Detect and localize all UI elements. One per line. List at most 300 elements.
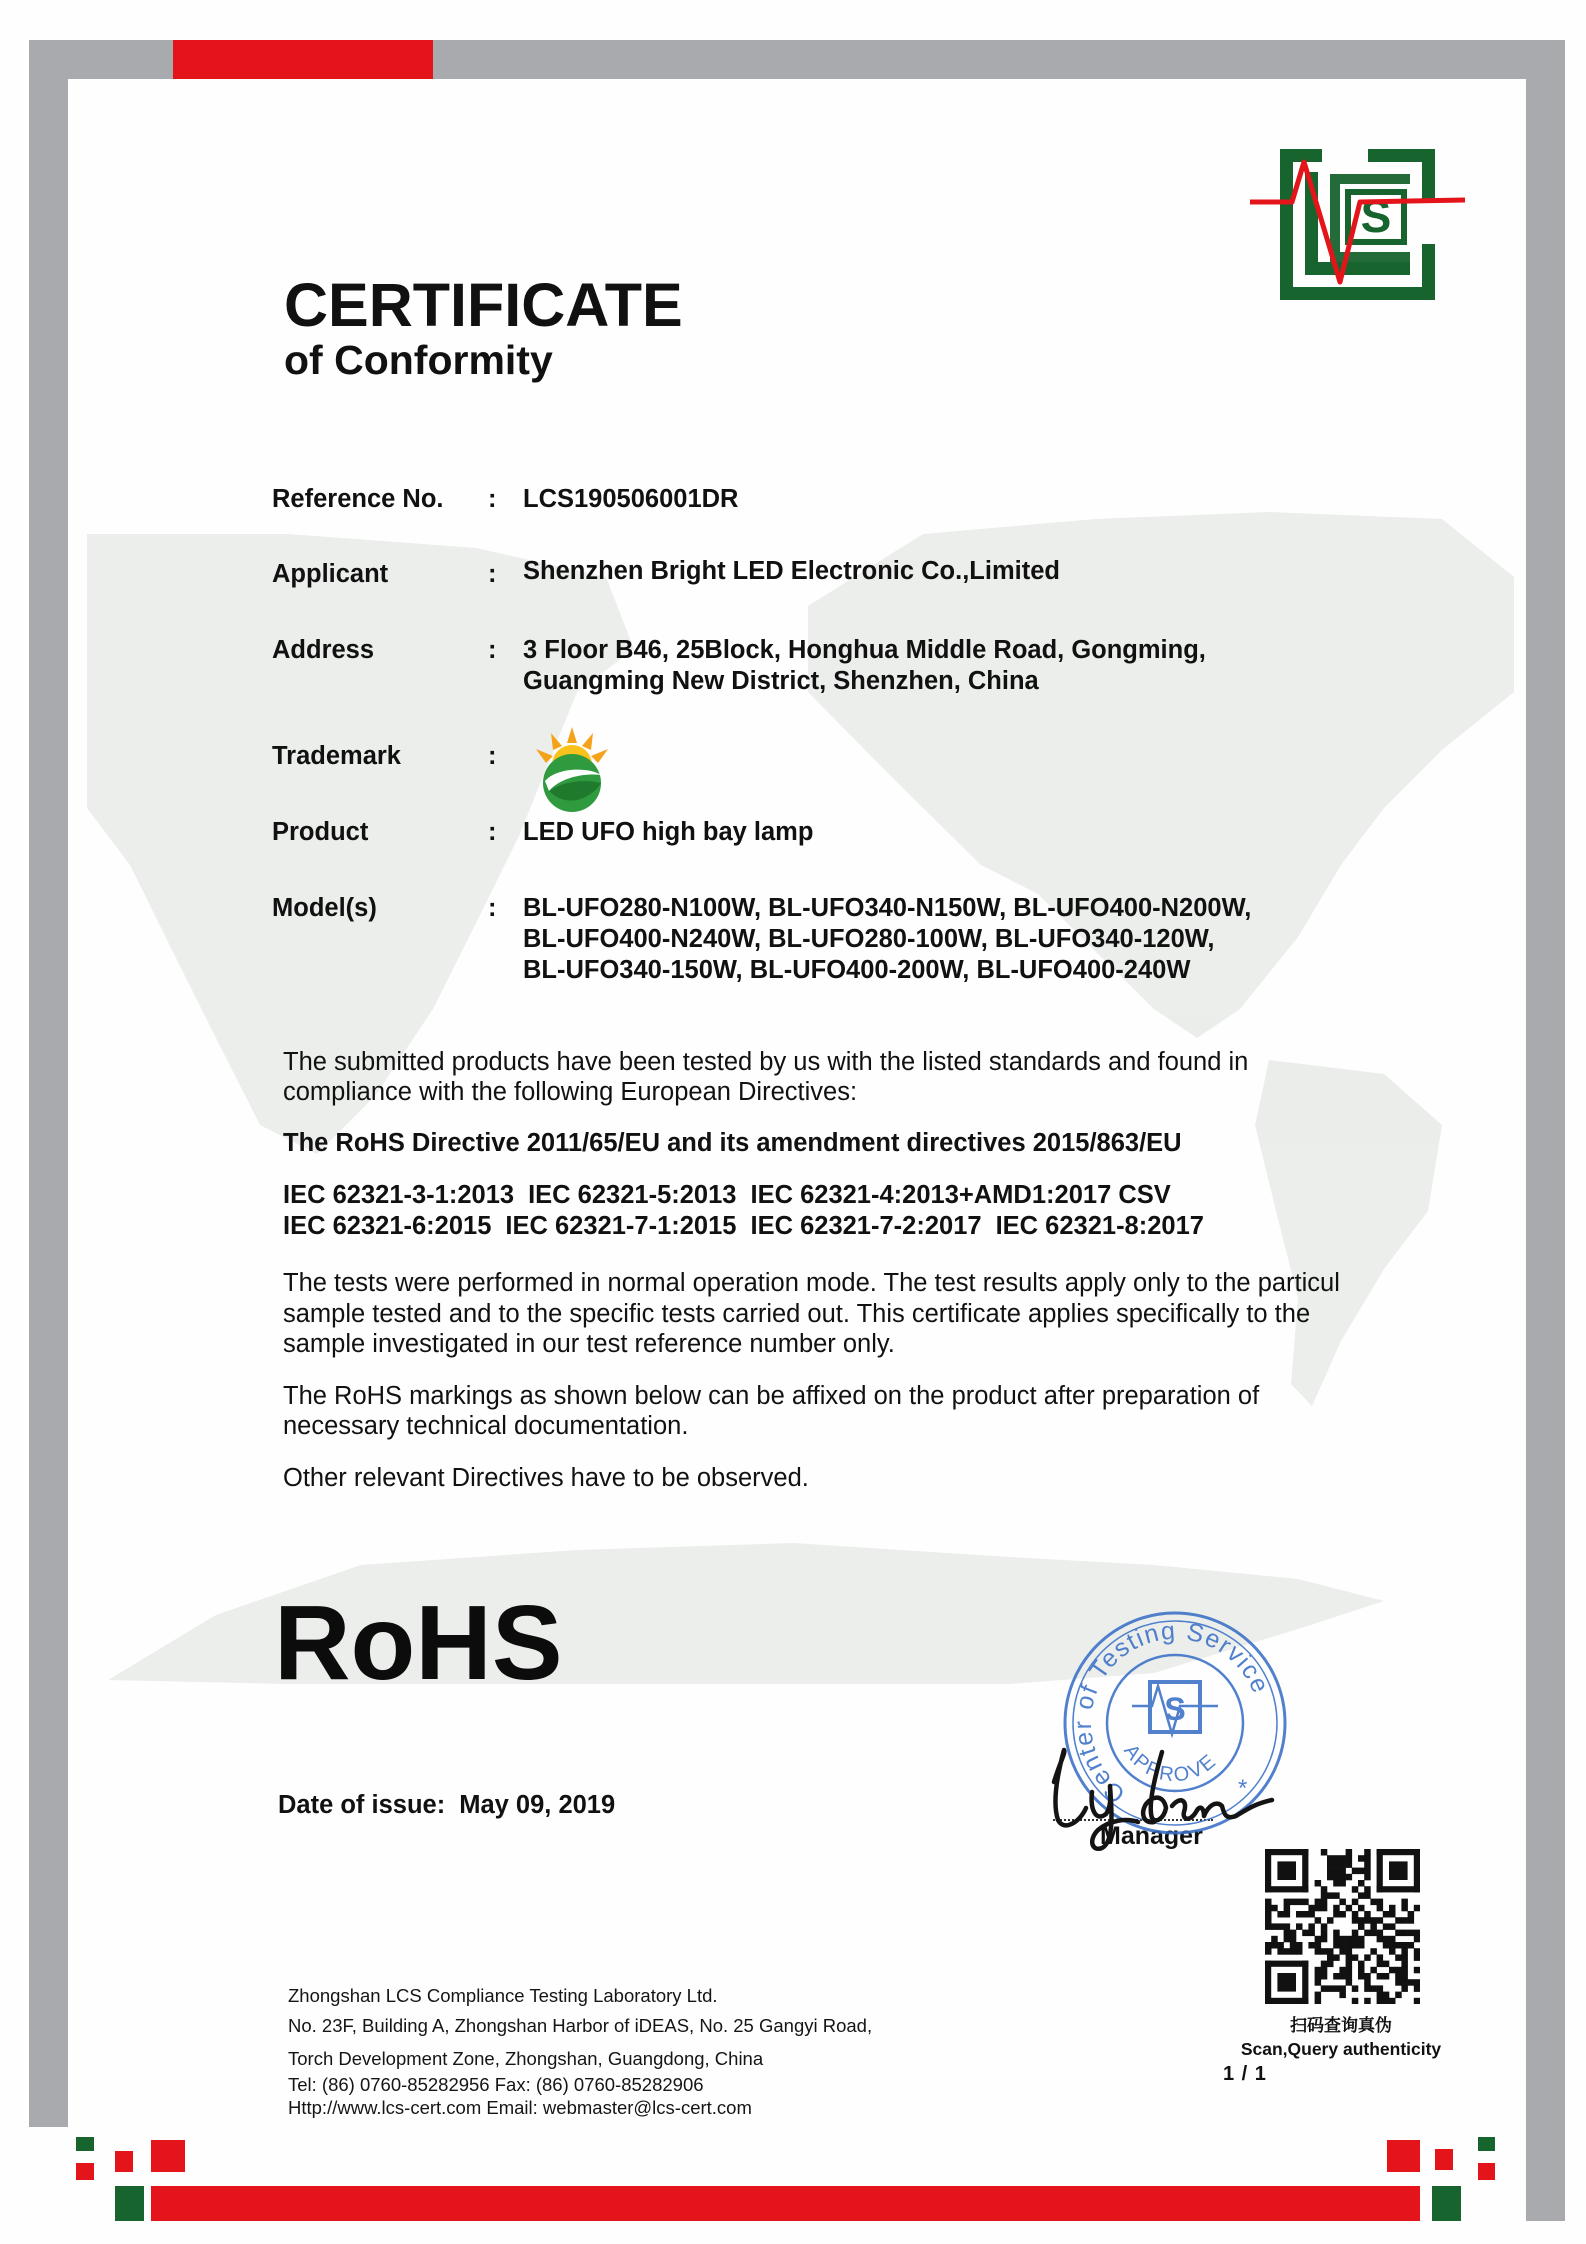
qr-module xyxy=(1370,1967,1377,1974)
address-colon: : xyxy=(488,636,497,664)
qr-module xyxy=(1302,1961,1308,2004)
markings-line: necessary technical documentation. xyxy=(283,1412,689,1440)
qr-module xyxy=(1315,1917,1322,1924)
bottom-red-accent-bar xyxy=(151,2186,1420,2221)
qr-module xyxy=(1358,1942,1365,1949)
standards-line xyxy=(283,1180,1218,1211)
qr-module xyxy=(1401,1967,1408,1974)
qr-module xyxy=(1346,1905,1353,1912)
trademark-logo xyxy=(531,725,613,814)
qr-module xyxy=(1370,1899,1377,1906)
page-number: 1 / 1 xyxy=(1223,2063,1267,2085)
reference-label: Reference No. xyxy=(272,485,444,513)
corner-square-red xyxy=(1387,2140,1420,2172)
qr-module xyxy=(1315,1979,1322,1986)
product-value: LED UFO high bay lamp xyxy=(523,818,814,846)
qr-module xyxy=(1364,1930,1371,1937)
qr-module xyxy=(1358,1892,1365,1899)
qr-module xyxy=(1333,1936,1340,1943)
qr-module xyxy=(1333,1973,1340,1980)
qr-module xyxy=(1333,1880,1340,1887)
models-colon: : xyxy=(488,894,497,922)
qr-module xyxy=(1370,1930,1377,1937)
qr-module xyxy=(1395,1942,1402,1949)
qr-module xyxy=(1339,1948,1346,1955)
reference-value: LCS190506001DR xyxy=(523,485,739,513)
models-line: BL-UFO400-N240W, BL-UFO280-100W, BL-UFO340-120W, xyxy=(523,925,1215,953)
qr-module xyxy=(1401,1973,1408,1980)
qr-caption-chinese: 扫码查询真伪 xyxy=(1290,2016,1392,2035)
qr-module xyxy=(1284,1899,1291,1906)
qr-module xyxy=(1339,1942,1346,1949)
qr-module xyxy=(1315,1948,1322,1955)
tests-line: sample investigated in our test reference number only. xyxy=(283,1330,895,1358)
qr-module xyxy=(1389,1948,1396,1955)
qr-module xyxy=(1383,1923,1390,1930)
qr-module xyxy=(1389,1998,1396,2004)
qr-module xyxy=(1277,1942,1284,1949)
address-label: Address xyxy=(272,636,375,664)
qr-module xyxy=(1414,1985,1420,1992)
lcs-logo xyxy=(1250,140,1465,310)
qr-module xyxy=(1315,1880,1322,1887)
qr-module xyxy=(1308,1942,1315,1949)
qr-module xyxy=(1401,1917,1408,1924)
qr-module xyxy=(1346,1874,1353,1881)
qr-module xyxy=(1308,1923,1315,1930)
qr-module xyxy=(1339,1855,1346,1862)
qr-module xyxy=(1364,1861,1371,1868)
qr-module xyxy=(1265,1942,1272,1949)
qr-module xyxy=(1377,1849,1420,1855)
stamp-outer-text: Center of Testing Service xyxy=(1068,1616,1275,1809)
qr-module xyxy=(1364,1855,1371,1862)
qr-module xyxy=(1265,1899,1272,1906)
qr-module xyxy=(1352,1886,1359,1893)
footer-line: Http://www.lcs-cert.com Email: webmaster@lcs-cert.com xyxy=(288,2097,752,2118)
qr-module xyxy=(1358,1917,1365,1924)
footer-line: Tel: (86) 0760-85282956 Fax: (86) 0760-85282906 xyxy=(288,2074,704,2095)
trademark-label: Trademark xyxy=(272,742,401,770)
qr-module xyxy=(1383,1911,1390,1918)
qr-module xyxy=(1364,1954,1371,1961)
qr-module xyxy=(1315,1942,1322,1949)
qr-module xyxy=(1352,1942,1359,1949)
models-value xyxy=(523,893,1251,986)
qr-module xyxy=(1383,1961,1390,1968)
intro-line: The submitted products have been tested by us with the listed standards and found in xyxy=(283,1048,1249,1076)
qr-module xyxy=(1377,1886,1420,1892)
qr-module xyxy=(1377,1936,1384,1943)
manager-signature xyxy=(1040,1722,1280,1852)
qr-module xyxy=(1383,1992,1390,1999)
qr-module xyxy=(1401,1961,1408,1968)
qr-module xyxy=(1333,1874,1340,1881)
qr-module xyxy=(1408,1911,1415,1918)
qr-module xyxy=(1290,1948,1297,1955)
qr-module xyxy=(1401,1979,1408,1986)
tests-paragraph xyxy=(283,1268,1340,1360)
qr-module xyxy=(1352,1911,1359,1918)
qr-module xyxy=(1401,1899,1408,1906)
qr-module xyxy=(1302,1899,1309,1906)
qr-module xyxy=(1321,1948,1328,1955)
qr-module xyxy=(1358,1905,1365,1912)
standards-list xyxy=(283,1180,1218,1242)
qr-module xyxy=(1339,1899,1346,1906)
qr-module xyxy=(1346,1855,1353,1862)
qr-module xyxy=(1364,1998,1371,2004)
qr-module xyxy=(1395,1973,1402,1980)
qr-module xyxy=(1339,1868,1346,1875)
qr-module xyxy=(1284,1923,1291,1930)
qr-module xyxy=(1364,1985,1371,1992)
qr-module xyxy=(1389,1967,1396,1974)
qr-module xyxy=(1271,1905,1278,1912)
qr-module xyxy=(1315,1973,1322,1980)
qr-module xyxy=(1408,1979,1415,1986)
standard-item: IEC 62321-7-1:2015 xyxy=(505,1212,737,1240)
standard-item: IEC 62321-3-1:2013 xyxy=(283,1181,515,1209)
qr-module xyxy=(1401,1985,1408,1992)
qr-module xyxy=(1333,1942,1340,1949)
corner-square-green xyxy=(76,2137,94,2151)
qr-module xyxy=(1346,1973,1353,1980)
qr-module xyxy=(1414,1948,1420,1955)
qr-module xyxy=(1383,1998,1390,2004)
qr-module xyxy=(1401,1942,1408,1949)
qr-module xyxy=(1265,1886,1308,1892)
qr-module xyxy=(1364,1868,1371,1875)
qr-module xyxy=(1358,1936,1365,1943)
qr-module xyxy=(1339,1911,1346,1918)
stamp-star: * xyxy=(1238,1775,1248,1802)
standard-item: IEC 62321-7-2:2017 xyxy=(750,1212,982,1240)
qr-module xyxy=(1346,1979,1353,1986)
qr-module xyxy=(1327,1917,1334,1924)
corner-square-red xyxy=(1435,2149,1453,2170)
qr-module xyxy=(1277,1973,1296,1992)
corner-square-red xyxy=(76,2163,94,2180)
qr-module xyxy=(1333,1855,1340,1862)
qr-module xyxy=(1296,1899,1303,1906)
footer-line: Zhongshan LCS Compliance Testing Laboratory Ltd. xyxy=(288,1985,718,2006)
qr-module xyxy=(1346,1961,1353,1968)
qr-module xyxy=(1271,1942,1278,1949)
qr-module xyxy=(1339,1874,1346,1881)
qr-module xyxy=(1364,1874,1371,1881)
qr-module xyxy=(1339,1936,1346,1943)
applicant-value: Shenzhen Bright LED Electronic Co.,Limited xyxy=(523,557,1060,585)
certificate-title: CERTIFICATE xyxy=(284,271,683,339)
qr-module xyxy=(1370,1948,1377,1955)
qr-module xyxy=(1327,1954,1334,1961)
corner-square-red xyxy=(151,2140,185,2172)
lcs-logo-letter: S xyxy=(1360,190,1392,242)
qr-module xyxy=(1265,1961,1271,2004)
qr-module xyxy=(1327,1874,1334,1881)
other-directives-note: Other relevant Directives have to be observed. xyxy=(283,1464,809,1492)
qr-module xyxy=(1358,1961,1365,1968)
qr-module xyxy=(1284,1930,1291,1937)
trademark-colon: : xyxy=(488,742,497,770)
tests-line: sample tested and to the specific tests carried out. This certificate applies specifically to the xyxy=(283,1299,1311,1328)
standard-item: IEC 62321-8:2017 xyxy=(995,1212,1204,1240)
intro-paragraph xyxy=(283,1048,1248,1107)
qr-module xyxy=(1265,1998,1308,2004)
top-red-accent-bar xyxy=(173,40,433,79)
qr-module xyxy=(1346,1936,1353,1943)
qr-module xyxy=(1346,1849,1353,1856)
address-value xyxy=(523,635,1206,697)
qr-module xyxy=(1395,1954,1402,1961)
qr-module xyxy=(1321,1886,1328,1893)
qr-module xyxy=(1277,1861,1296,1880)
qr-module xyxy=(1333,1930,1340,1937)
qr-module xyxy=(1321,1967,1328,1974)
qr-module xyxy=(1284,1911,1291,1918)
qr-module xyxy=(1352,1868,1359,1875)
qr-module xyxy=(1271,1923,1278,1930)
qr-module xyxy=(1315,1992,1322,1999)
qr-module xyxy=(1315,1936,1322,1943)
issue-date-row xyxy=(278,1790,615,1820)
qr-module xyxy=(1395,1930,1402,1937)
qr-module xyxy=(1408,1930,1415,1937)
qr-module xyxy=(1346,1954,1353,1961)
applicant-label: Applicant xyxy=(272,560,389,588)
rohs-mark: RoHS xyxy=(274,1584,563,1702)
directive-statement: The RoHS Directive 2011/65/EU and its amendment directives 2015/863/EU xyxy=(283,1129,1182,1157)
qr-module xyxy=(1358,1880,1365,1887)
intro-line: compliance with the following European Directives: xyxy=(283,1077,858,1106)
qr-module xyxy=(1401,1905,1408,1912)
qr-module xyxy=(1333,1911,1340,1918)
qr-module xyxy=(1333,1868,1340,1875)
issue-date-value: May 09, 2019 xyxy=(459,1791,616,1819)
certificate-subtitle: of Conformity xyxy=(284,337,553,383)
qr-module xyxy=(1377,1992,1384,1999)
qr-module xyxy=(1377,1849,1383,1892)
qr-module xyxy=(1308,1905,1315,1912)
qr-module xyxy=(1277,1923,1284,1930)
qr-module xyxy=(1346,1967,1353,1974)
qr-module xyxy=(1265,1849,1271,1892)
qr-module xyxy=(1364,1917,1371,1924)
stamp-logo-letter: S xyxy=(1164,1691,1186,1727)
qr-module xyxy=(1358,1855,1365,1862)
qr-module xyxy=(1370,1923,1377,1930)
qr-module xyxy=(1352,1985,1359,1992)
qr-module xyxy=(1414,1967,1420,1974)
qr-module xyxy=(1364,1911,1371,1918)
qr-module xyxy=(1290,1930,1297,1937)
qr-code xyxy=(1265,1849,1420,2004)
standards-line xyxy=(283,1211,1218,1242)
models-line: BL-UFO280-N100W, BL-UFO340-N150W, BL-UFO400-N200W, xyxy=(523,894,1252,922)
qr-module xyxy=(1352,1954,1359,1961)
issue-date-label: Date of issue: xyxy=(278,1791,446,1819)
qr-module xyxy=(1364,1973,1371,1980)
qr-module xyxy=(1333,1954,1340,1961)
qr-module xyxy=(1333,1861,1340,1868)
qr-module xyxy=(1265,1905,1272,1912)
qr-module xyxy=(1333,1905,1340,1912)
qr-module xyxy=(1377,1973,1384,1980)
footer-line: Torch Development Zone, Zhongshan, Guangdong, China xyxy=(288,2048,764,2069)
qr-module xyxy=(1277,1948,1284,1955)
qr-module xyxy=(1265,1923,1272,1930)
qr-module xyxy=(1389,1942,1396,1949)
qr-module xyxy=(1333,1892,1340,1899)
qr-module xyxy=(1339,1861,1346,1868)
qr-module xyxy=(1315,1905,1322,1912)
qr-module xyxy=(1377,1917,1384,1924)
qr-module xyxy=(1308,1911,1315,1918)
qr-module xyxy=(1395,1992,1402,1999)
corner-square-green xyxy=(1478,2137,1495,2151)
qr-module xyxy=(1321,1905,1328,1912)
qr-module xyxy=(1377,1961,1384,1968)
qr-module xyxy=(1302,1930,1309,1937)
qr-module xyxy=(1321,1849,1328,1856)
qr-module xyxy=(1284,1905,1291,1912)
qr-module xyxy=(1265,1911,1272,1918)
qr-module xyxy=(1364,1849,1371,1856)
qr-module xyxy=(1389,1936,1396,1943)
qr-module xyxy=(1339,1967,1346,1974)
qr-module xyxy=(1352,1930,1359,1937)
product-colon: : xyxy=(488,818,497,846)
standard-item: IEC 62321-4:2013+AMD1:2017 CSV xyxy=(750,1181,1171,1209)
qr-module xyxy=(1321,1892,1328,1899)
qr-module xyxy=(1327,1855,1334,1862)
tests-line: The tests were performed in normal operation mode. The test results apply only to the particul xyxy=(283,1269,1340,1297)
corner-square-green xyxy=(115,2186,144,2221)
qr-module xyxy=(1383,1942,1390,1949)
corner-square-green xyxy=(1432,2186,1461,2221)
qr-module xyxy=(1339,1880,1346,1887)
qr-module xyxy=(1327,1861,1334,1868)
qr-module xyxy=(1358,1868,1365,1875)
reference-colon: : xyxy=(488,485,497,513)
qr-module xyxy=(1377,1954,1384,1961)
qr-module xyxy=(1327,1948,1334,1955)
frame-left-border xyxy=(29,40,68,2127)
qr-module xyxy=(1346,1948,1353,1955)
qr-module xyxy=(1321,1899,1328,1906)
qr-module xyxy=(1383,1936,1390,1943)
qr-module xyxy=(1321,1923,1328,1930)
qr-module xyxy=(1290,1942,1297,1949)
qr-module xyxy=(1296,1911,1303,1918)
qr-module xyxy=(1333,1985,1340,1992)
qr-module xyxy=(1277,1911,1284,1918)
qr-module xyxy=(1296,1942,1303,1949)
qr-module xyxy=(1414,1849,1420,1892)
qr-module xyxy=(1321,1985,1328,1992)
qr-module xyxy=(1321,1973,1328,1980)
qr-caption-english: Scan,Query authenticity xyxy=(1240,2039,1442,2059)
qr-module xyxy=(1389,1861,1408,1880)
qr-module xyxy=(1364,1886,1371,1893)
address-line: 3 Floor B46, 25Block, Honghua Middle Road, Gongming, xyxy=(523,636,1206,664)
qr-module xyxy=(1265,1948,1272,1955)
qr-module xyxy=(1327,1892,1334,1899)
qr-module xyxy=(1321,1930,1328,1937)
qr-module xyxy=(1352,1998,1359,2004)
markings-line: The RoHS markings as shown below can be affixed on the product after preparation of xyxy=(283,1382,1260,1410)
address-line: Guangming New District, Shenzhen, China xyxy=(523,667,1039,695)
signatory-role: Manager xyxy=(1100,1822,1203,1850)
qr-module xyxy=(1327,1985,1334,1992)
qr-module xyxy=(1377,1985,1384,1992)
qr-module xyxy=(1414,1905,1420,1912)
qr-module xyxy=(1414,1930,1420,1937)
qr-module xyxy=(1296,1923,1303,1930)
qr-module xyxy=(1401,1954,1408,1961)
qr-module xyxy=(1370,1917,1377,1924)
qr-module xyxy=(1377,1899,1384,1906)
qr-module xyxy=(1389,1911,1396,1918)
qr-module xyxy=(1339,1973,1346,1980)
qr-module xyxy=(1315,1899,1322,1906)
qr-module xyxy=(1308,1930,1315,1937)
qr-module xyxy=(1358,1967,1365,1974)
qr-module xyxy=(1321,1961,1328,1968)
qr-module xyxy=(1284,1936,1291,1943)
qr-module xyxy=(1339,1985,1346,1992)
footer-line: No. 23F, Building A, Zhongshan Harbor of iDEAS, No. 25 Gangyi Road, xyxy=(288,2015,873,2036)
standard-item: IEC 62321-6:2015 xyxy=(283,1212,492,1240)
corner-square-red xyxy=(1478,2163,1495,2180)
qr-module xyxy=(1315,1998,1322,2004)
qr-module xyxy=(1364,1979,1371,1986)
models-line: BL-UFO340-150W, BL-UFO400-200W, BL-UFO400-240W xyxy=(523,956,1191,984)
qr-module xyxy=(1352,1899,1359,1906)
markings-paragraph xyxy=(283,1381,1259,1441)
frame-right-border xyxy=(1526,40,1565,2221)
qr-module xyxy=(1401,1948,1408,1955)
qr-module xyxy=(1395,1967,1402,1974)
qr-module xyxy=(1352,1936,1359,1943)
qr-module xyxy=(1265,1961,1308,1967)
qr-module xyxy=(1401,1930,1408,1937)
qr-module xyxy=(1377,1905,1384,1912)
stamp-inner-text: APPROVE xyxy=(1119,1740,1222,1787)
qr-module xyxy=(1370,1985,1377,1992)
qr-module xyxy=(1358,1973,1365,1980)
qr-module xyxy=(1346,1861,1353,1868)
qr-module xyxy=(1327,1961,1334,1968)
models-label: Model(s) xyxy=(272,894,377,922)
qr-module xyxy=(1414,1979,1420,1986)
qr-module xyxy=(1339,1992,1346,1999)
qr-module xyxy=(1302,1911,1309,1918)
qr-module xyxy=(1265,1917,1272,1924)
applicant-colon: : xyxy=(488,560,497,588)
qr-module xyxy=(1364,1892,1371,1899)
qr-module xyxy=(1389,1923,1396,1930)
qr-module xyxy=(1284,1948,1291,1955)
qr-module xyxy=(1408,1942,1415,1949)
product-label: Product xyxy=(272,818,369,846)
qr-module xyxy=(1389,1905,1396,1912)
qr-module xyxy=(1290,1899,1297,1906)
qr-module xyxy=(1290,1936,1297,1943)
qr-module xyxy=(1377,1998,1384,2004)
qr-module xyxy=(1315,1967,1322,1974)
